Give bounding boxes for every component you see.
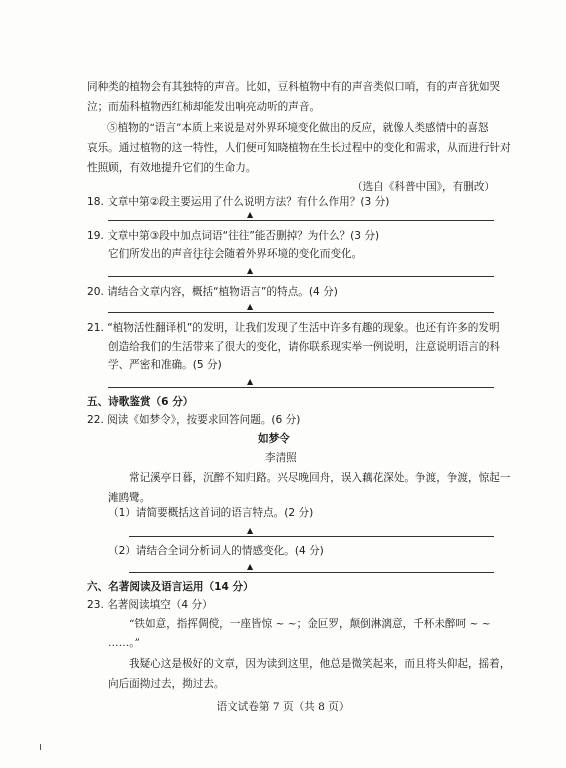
answer-line[interactable]: [129, 572, 494, 573]
passage-source: （选自《科普中国》，有删改）: [352, 181, 496, 193]
quote-line: “铁如意，指挥倜傥，一座皆惊 ~ ~；金叵罗，颠倒淋漓意，千杯未醉呵 ~ ~: [129, 618, 491, 630]
question-23: 23. 名著阅读填空（4 分）: [87, 599, 213, 611]
poem-author: 李清照: [265, 452, 297, 464]
answer-marker: ▲: [247, 377, 254, 386]
answer-line[interactable]: [108, 312, 494, 313]
quote-line: ……。”: [108, 637, 140, 649]
scan-mark: [40, 744, 41, 750]
sub-question-1: （1）请简要概括这首词的语言特点。(2 分): [108, 507, 314, 519]
section-heading: 六、名著阅读及语言运用（14 分）: [87, 581, 254, 593]
question-21-line: 创造给我们的生活带来了很大的变化，请你联系现实举一例说明，注意说明语言的科: [108, 341, 500, 353]
reading-line: 我疑心这是极好的文章，因为读到这里，他总是微笑起来，而且将头仰起，摇着，: [129, 658, 511, 670]
sentence-text: 会随着外界环境的变化而变化。: [213, 248, 363, 260]
passage-line: 哀乐。通过植物的这一特性，人们便可知晓植物在生长过程中的变化和需求，从而进行针对: [87, 142, 511, 154]
question-18: 18. 文章中第②段主要运用了什么说明方法？有什么作用？(3 分): [87, 196, 390, 208]
answer-line[interactable]: [108, 387, 494, 388]
reading-line: 向后面拗过去，拗过去。: [108, 678, 225, 690]
answer-marker: ▲: [247, 266, 254, 275]
answer-marker: ▲: [247, 302, 254, 311]
answer-marker: ▲: [247, 562, 254, 571]
poem-line: 常记溪亭日暮，沉醉不知归路。兴尽晚回舟，误入藕花深处。争渡，争渡，惊起一: [129, 472, 511, 484]
question-21: 21. “植物活性翻译机”的发明，让我们发现了生活中许多有趣的现象。也还有许多的发明: [87, 322, 500, 334]
emphasized-char: 往: [192, 248, 204, 260]
sub-question-2: （2）请结合全词分析词人的情感变化。(4 分): [108, 545, 324, 557]
sentence-text: 它们所发出的声音: [108, 248, 193, 260]
poem-line: 滩鸥鹭。: [108, 492, 151, 504]
answer-line[interactable]: [129, 536, 494, 537]
page-footer: 语文试卷第 7 页（共 8 页）: [216, 701, 350, 713]
answer-line[interactable]: [108, 220, 494, 221]
passage-line: 性照顾，有效地提升它们的生命力。: [87, 162, 257, 174]
answer-marker: ▲: [247, 210, 254, 219]
section-heading: 五、诗歌鉴赏（6 分）: [87, 396, 194, 408]
answer-marker: ▲: [247, 526, 254, 535]
question-19: 19. 文章中第③段中加点词语“往往”能否删掉？为什么？(3 分): [87, 230, 380, 242]
poem-title: 如梦令: [258, 433, 290, 445]
question-20: 20. 请结合文章内容，概括“植物语言”的特点。(4 分): [87, 286, 338, 298]
question-22: 22. 阅读《如梦令》，按要求回答问题。(6 分): [87, 414, 301, 426]
question-21-line: 学、严密和准确。(5 分): [108, 359, 222, 371]
passage-line: 同种类的植物会有其独特的声音。比如，豆科植物中有的声音类似口哨，有的声音犹如哭: [87, 81, 501, 93]
emphasized-char: 往: [203, 248, 214, 260]
passage-line: 泣；而茄科植物西红柿却能发出响亮动听的声音。: [87, 101, 321, 113]
answer-line[interactable]: [108, 276, 494, 277]
question-19-sentence: [108, 247, 362, 261]
passage-line: ⑤植物的“语言”本质上来说是对外界环境变化做出的反应，就像人类感情中的喜怒: [107, 122, 489, 134]
